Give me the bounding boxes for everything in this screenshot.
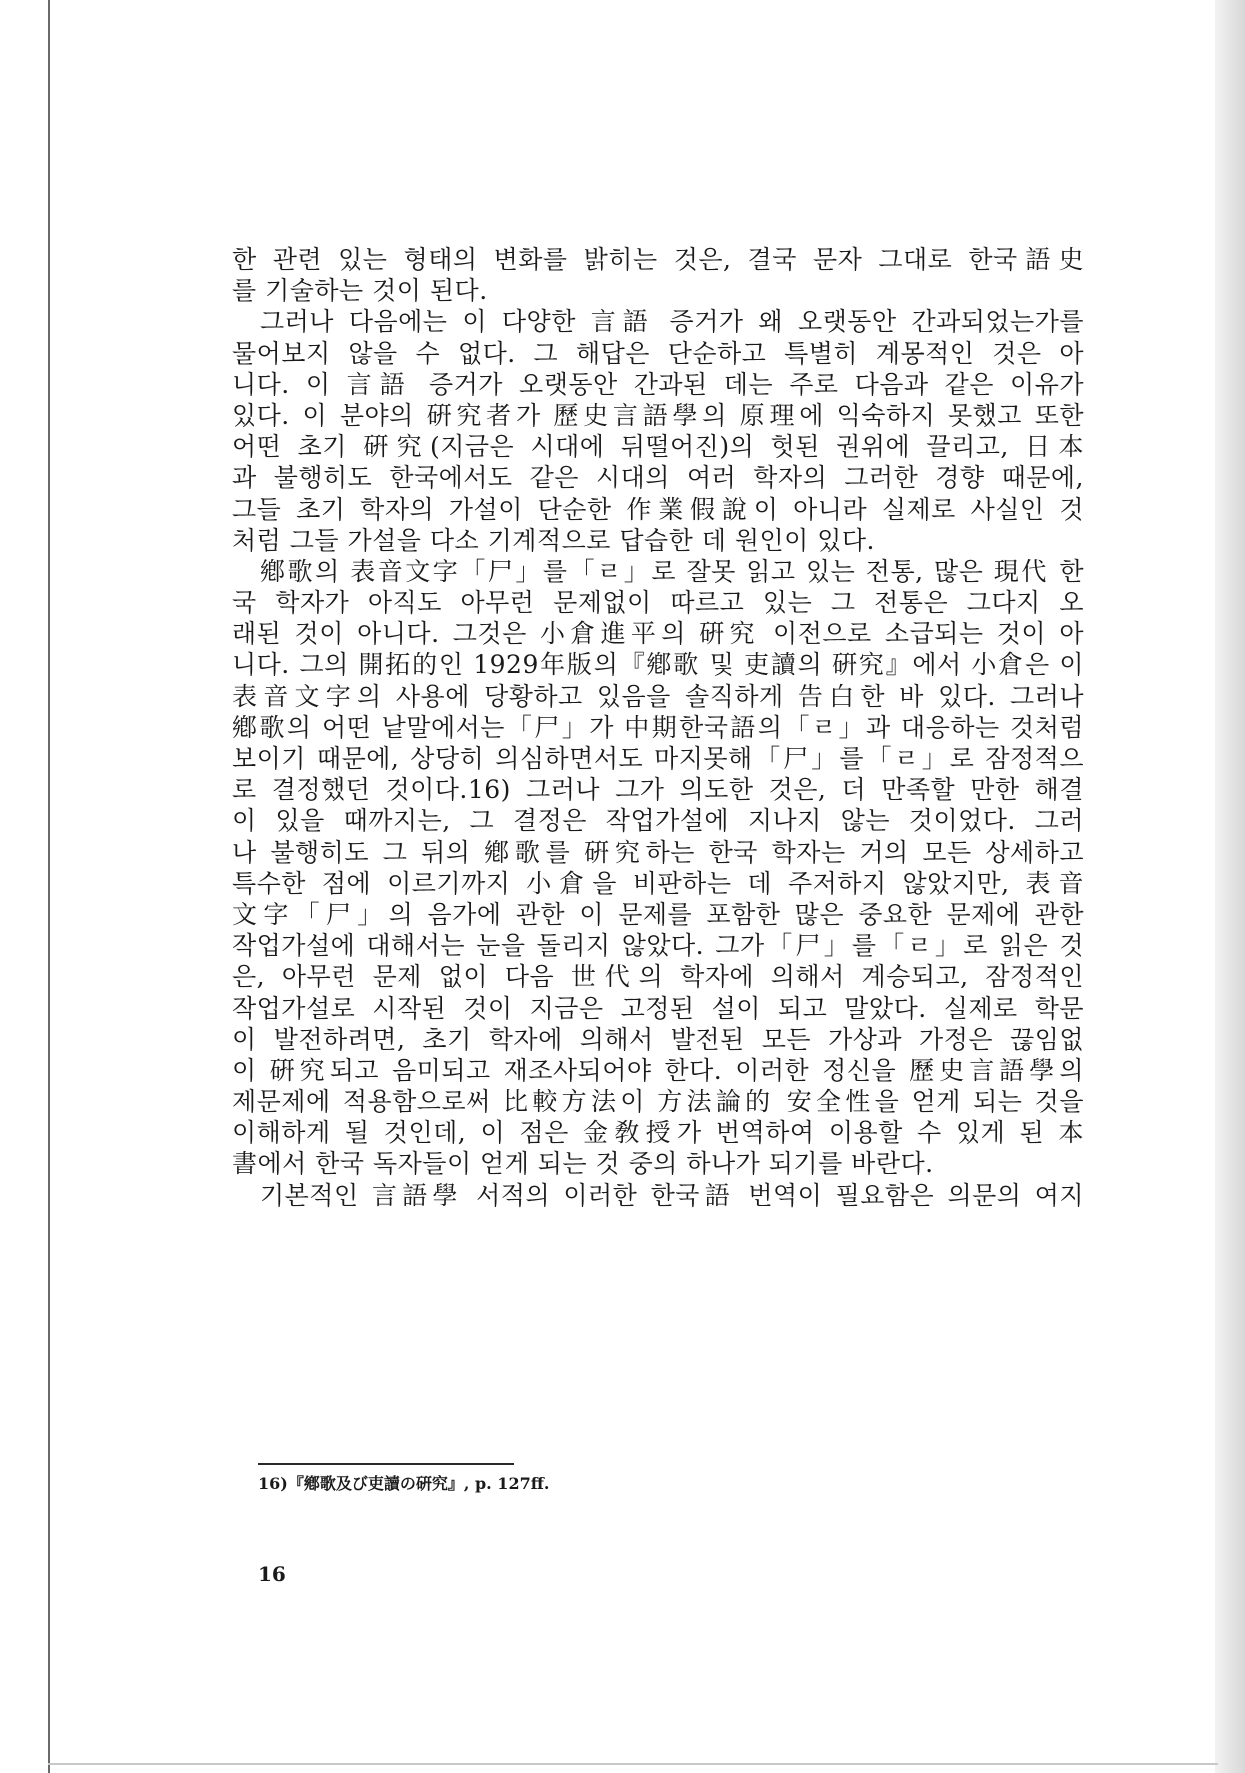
text-line: 니다. 이 言語 증거가 오랫동안 간과된 데는 주로 다음과 같은 이유가 bbox=[232, 369, 1084, 399]
text-line: 이 있을 때까지는, 그 결정은 작업가설에 지나지 않는 것이었다. 그러 bbox=[232, 806, 1084, 836]
text-line: 보이기 때문에, 상당히 의심하면서도 마지못해「尸」를「ㄹ」로 잠정적으 bbox=[232, 744, 1084, 773]
text-line: 있다. 이 분야의 硏究者가 歷史言語學의 原理에 익숙하지 못했고 또한 bbox=[232, 400, 1084, 430]
text-line: 鄕歌의 어떤 낱말에서는「尸」가 中期한국語의「ㄹ」과 대응하는 것처럼 bbox=[232, 712, 1084, 742]
text-line: 이 발전하려면, 초기 학자에 의해서 발전된 모든 가상과 가정은 끊임없 bbox=[232, 1024, 1084, 1054]
text-line: 그러나 다음에는 이 다양한 言語 증거가 왜 오랫동안 간과되었는가를 bbox=[260, 307, 1084, 337]
page-number: 16 bbox=[258, 1562, 286, 1586]
text-line: 文字「尸」의 음가에 관한 이 문제를 포함한 많은 중요한 문제에 관한 bbox=[232, 899, 1084, 929]
text-line: 書에서 한국 독자들이 얻게 되는 것 중의 하나가 되기를 바란다. bbox=[232, 1149, 934, 1179]
text-line: 물어보지 않을 수 없다. 그 해답은 단순하고 특별히 계몽적인 것은 아 bbox=[232, 338, 1084, 368]
text-line: 表音文字의 사용에 당황하고 있음을 솔직하게 告白한 바 있다. 그러나 bbox=[232, 681, 1084, 711]
text-line: 를 기술하는 것이 된다. bbox=[232, 276, 488, 306]
page-right-shadow bbox=[1215, 0, 1245, 1773]
footnote: 16)『鄕歌及び吏讀の硏究』, p. 127ff. bbox=[258, 1474, 550, 1493]
text-line: 래된 것이 아니다. 그것은 小倉進平의 硏究 이전으로 소급되는 것이 아 bbox=[232, 619, 1084, 649]
text-line: 그들 초기 학자의 가설이 단순한 作業假說이 아니라 실제로 사실인 것 bbox=[232, 494, 1084, 524]
text-line: 작업가설로 시작된 것이 지금은 고정된 설이 되고 말았다. 실제로 학문 bbox=[232, 993, 1084, 1023]
text-line: 기본적인 言語學 서적의 이러한 한국語 번역이 필요함은 의문의 여지 bbox=[260, 1180, 1084, 1210]
text-line: 니다. 그의 開拓的인 1929年版의『鄕歌 및 吏讀의 硏究』에서 小倉은 이 bbox=[232, 650, 1084, 680]
text-line: 로 결정했던 것이다.16) 그러나 그가 의도한 것은, 더 만족할 만한 해결 bbox=[232, 775, 1084, 805]
text-line: 국 학자가 아직도 아무런 문제없이 따르고 있는 그 전통은 그다지 오 bbox=[232, 588, 1084, 618]
text-line: 어떤 초기 硏究(지금은 시대에 뒤떨어진)의 헛된 권위에 끌리고, 日本 bbox=[232, 432, 1084, 462]
text-line: 제문제에 적용함으로써 比較方法이 方法論的 安全性을 얻게 되는 것을 bbox=[232, 1087, 1084, 1117]
body-text bbox=[232, 244, 1084, 1211]
page-left-edge bbox=[48, 0, 50, 1773]
text-line: 이해하게 될 것인데, 이 점은 金敎授가 번역하여 이용할 수 있게 된 本 bbox=[232, 1118, 1084, 1148]
text-line: 한 관련 있는 형태의 변화를 밝히는 것은, 결국 문자 그대로 한국語史 bbox=[232, 245, 1084, 274]
text-line: 처럼 그들 가설을 다소 기계적으로 답습한 데 원인이 있다. bbox=[232, 525, 875, 555]
text-line: 鄕歌의 表音文字「尸」를「ㄹ」로 잘못 읽고 있는 전통, 많은 現代 한 bbox=[260, 556, 1084, 586]
page-bottom-edge bbox=[48, 1763, 1218, 1765]
text-line: 작업가설에 대해서는 눈을 돌리지 않았다. 그가「尸」를「ㄹ」로 읽은 것 bbox=[232, 931, 1084, 961]
text-line: 이 硏究되고 음미되고 재조사되어야 한다. 이러한 정신을 歷史言語學의 bbox=[232, 1055, 1084, 1085]
footnote-divider bbox=[258, 1463, 514, 1465]
text-line: 특수한 점에 이르기까지 小倉을 비판하는 데 주저하지 않았지만, 表音 bbox=[232, 868, 1084, 898]
text-line: 은, 아무런 문제 없이 다음 世代의 학자에 의해서 계승되고, 잠정적인 bbox=[232, 962, 1084, 992]
text-line: 과 불행히도 한국에서도 같은 시대의 여러 학자의 그러한 경향 때문에, bbox=[232, 463, 1084, 493]
text-line: 나 불행히도 그 뒤의 鄕歌를 硏究하는 한국 학자는 거의 모든 상세하고 bbox=[232, 837, 1084, 867]
